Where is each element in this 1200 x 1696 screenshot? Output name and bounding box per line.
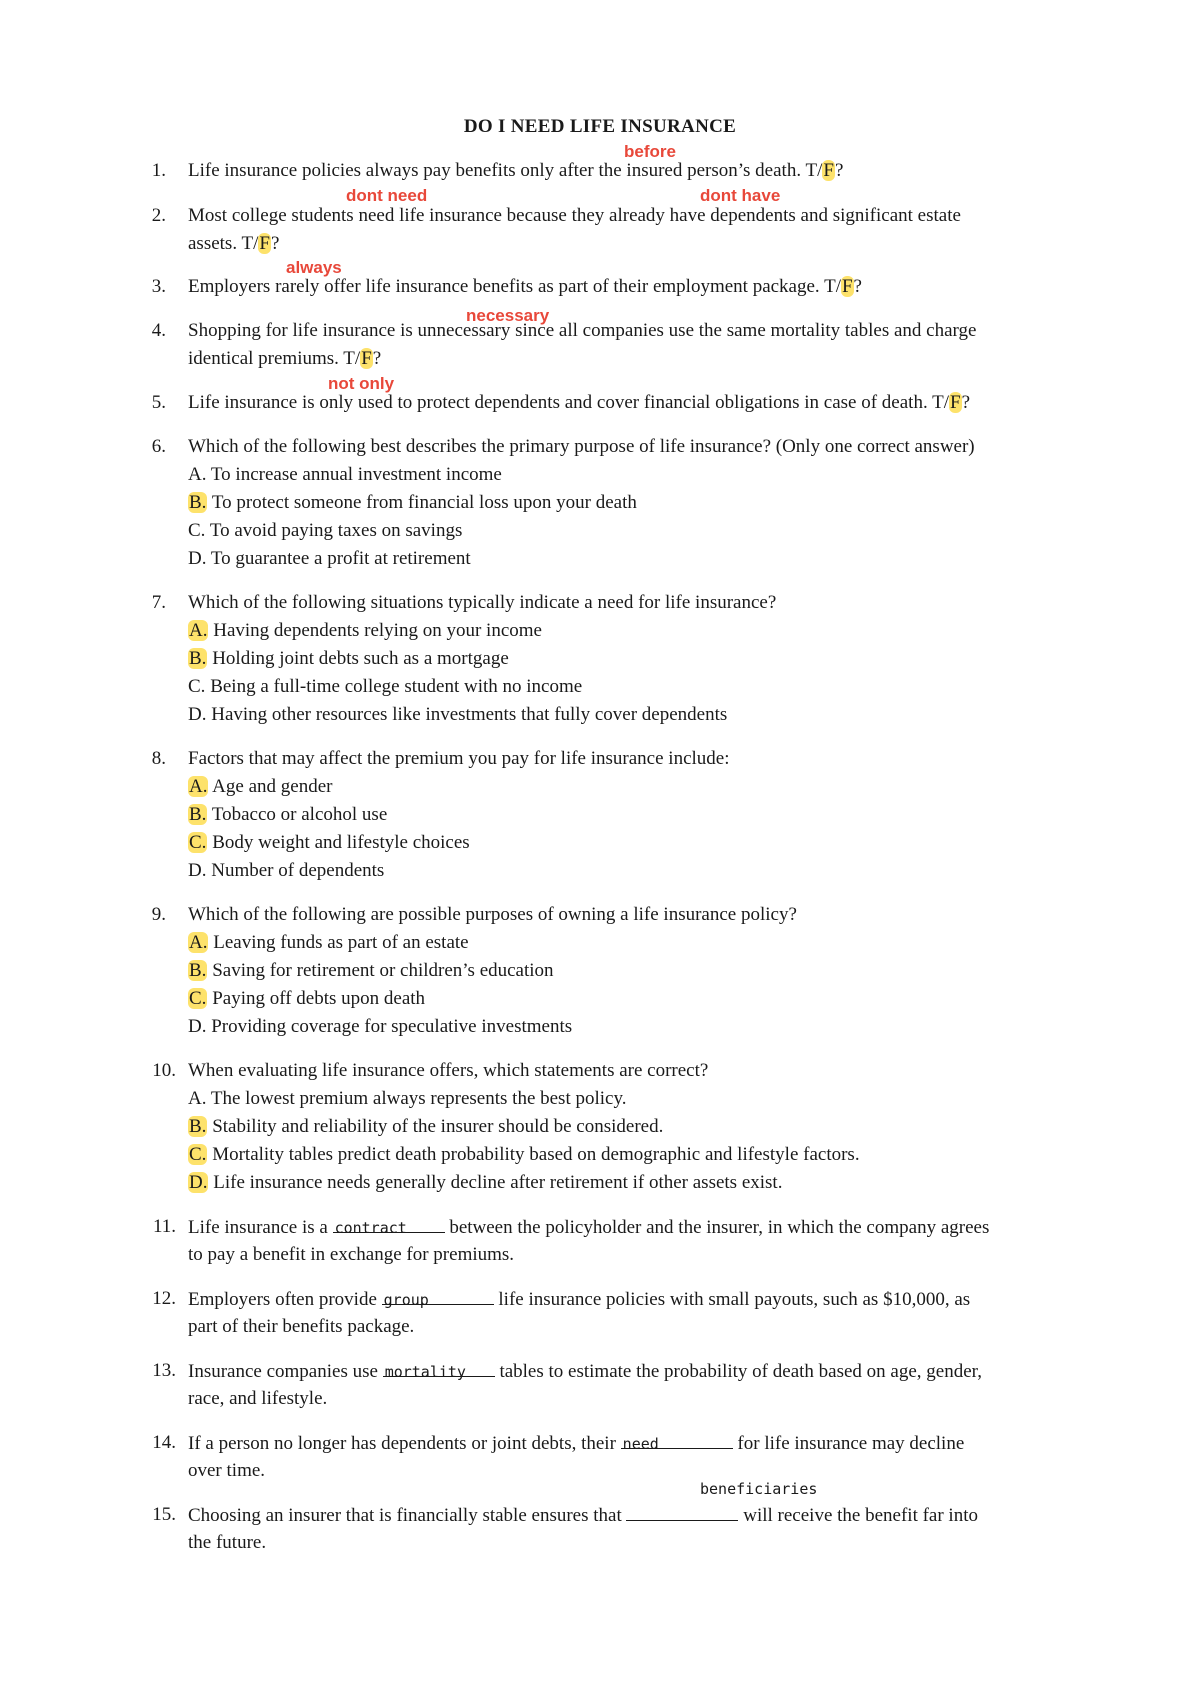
question-8: Factors that may affect the premium you pay for life insurance include:: [188, 748, 730, 769]
option-d: D. Providing coverage for speculative investments: [188, 1016, 573, 1037]
answer-highlight: B.: [189, 492, 207, 513]
question-number: 1.: [151, 160, 166, 181]
handwritten-answer: group: [383, 1291, 429, 1309]
option-d: D. Number of dependents: [188, 860, 385, 881]
answer-highlight: D.: [189, 1172, 208, 1193]
question-number: 14.: [152, 1432, 176, 1453]
option-c: C. To avoid paying taxes on savings: [188, 520, 463, 541]
annotation-q3: always: [286, 258, 342, 277]
annotation-q5: not only: [328, 374, 395, 393]
question-number: 11.: [152, 1216, 176, 1237]
answer-highlight: C.: [189, 988, 207, 1009]
question-15-line-1: Choosing an insurer that is financially stable ensures that will receive the benefit far into: [188, 1505, 978, 1526]
question-14-line-2: over time.: [188, 1460, 266, 1481]
question-number: 10.: [152, 1060, 176, 1081]
option-d: D. Having other resources like investments that fully cover dependents: [188, 704, 728, 725]
fill-in-blank: [333, 1216, 445, 1237]
fill-in-blank: [382, 1288, 494, 1309]
page-title: DO I NEED LIFE INSURANCE: [463, 116, 737, 137]
question-number: 9.: [151, 904, 166, 925]
question-4-line-2: identical premiums. T/F?: [188, 348, 382, 369]
handwritten-answer: mortality: [384, 1363, 466, 1381]
fill-in-blank: [621, 1432, 733, 1453]
question-number: 8.: [151, 748, 166, 769]
fill-in-blank: [626, 1504, 738, 1521]
option-b: B. Saving for retirement or children’s education: [189, 960, 554, 981]
option-c: C. Being a full-time college student with no income: [188, 676, 583, 697]
fill-in-blank: [383, 1360, 495, 1381]
answer-highlight: A.: [189, 776, 208, 797]
question-11-line-2: to pay a benefit in exchange for premiums.: [188, 1244, 515, 1265]
annotation-q4: necessary: [466, 306, 550, 325]
handwritten-answer: need: [622, 1435, 659, 1453]
question-number: 13.: [152, 1360, 176, 1381]
question-number: 7.: [151, 592, 166, 613]
question-14-line-1: If a person no longer has dependents or joint debts, their need for life insurance may decline: [188, 1433, 965, 1454]
question-9: Which of the following are possible purposes of owning a life insurance policy?: [188, 904, 797, 925]
answer-highlight: F: [361, 348, 372, 369]
question-15-line-2: the future.: [188, 1532, 267, 1553]
question-1: Life insurance policies always pay benefits only after the insured person’s death. T/F?: [188, 160, 844, 181]
question-2-line-1: Most college students need life insurance because they already have dependents and significant estate: [188, 205, 961, 226]
option-b: B. Holding joint debts such as a mortgage: [189, 648, 509, 669]
question-12-line-2: part of their benefits package.: [188, 1316, 415, 1337]
handwritten-answer: contract: [334, 1219, 407, 1237]
option-b: B. Stability and reliability of the insurer should be considered.: [189, 1116, 664, 1137]
annotation-q2-b: dont have: [700, 186, 781, 205]
question-6: Which of the following best describes the primary purpose of life insurance? (Only one correct answer): [188, 436, 975, 457]
answer-highlight: C.: [189, 832, 207, 853]
question-number: 5.: [151, 392, 166, 413]
answer-highlight: F: [841, 276, 853, 297]
answer-highlight: B.: [189, 960, 207, 981]
question-number: 6.: [151, 436, 166, 457]
answer-highlight: B.: [189, 804, 207, 825]
question-2-line-2: assets. T/F?: [188, 233, 280, 254]
answer-highlight: B.: [189, 1116, 207, 1137]
option-a: A. The lowest premium always represents the best policy.: [188, 1088, 627, 1109]
question-3: Employers rarely offer life insurance benefits as part of their employment package. T/F?: [188, 276, 862, 297]
answer-highlight: F: [950, 392, 961, 413]
question-number: 15.: [152, 1504, 176, 1525]
answer-highlight: A.: [189, 620, 208, 641]
option-b: B. Tobacco or alcohol use: [189, 804, 388, 825]
option-c: C. Mortality tables predict death probability based on demographic and lifestyle factors.: [189, 1144, 860, 1165]
question-5: Life insurance is only used to protect dependents and cover financial obligations in case of death. T/F?: [188, 392, 971, 413]
question-12-line-1: Employers often provide group life insurance policies with small payouts, such as $10,000, as: [188, 1289, 971, 1310]
option-a: A. Having dependents relying on your income: [189, 620, 542, 641]
question-13-line-1: Insurance companies use mortality tables to estimate the probability of death based on age, gender,: [188, 1361, 982, 1382]
option-b: B. To protect someone from financial loss upon your death: [189, 492, 637, 513]
handwritten-answer: beneficiaries: [700, 1480, 818, 1498]
answer-highlight: F: [259, 233, 270, 254]
question-number: 2.: [151, 205, 166, 226]
question-number: 3.: [151, 276, 166, 297]
option-a: A. Leaving funds as part of an estate: [189, 932, 469, 953]
annotation-q1: before: [624, 142, 676, 161]
option-d: D. Life insurance needs generally decline after retirement if other assets exist.: [189, 1172, 783, 1193]
option-d: D. To guarantee a profit at retirement: [188, 548, 471, 569]
question-11-line-1: Life insurance is a contract between the policyholder and the insurer, in which the company agrees: [188, 1217, 990, 1238]
question-number: 4.: [151, 320, 166, 341]
option-a: A. Age and gender: [189, 776, 333, 797]
question-4-line-1: Shopping for life insurance is unnecessary since all companies use the same mortality tables and charge: [188, 320, 977, 341]
answer-highlight: C.: [189, 1144, 207, 1165]
answer-highlight: B.: [189, 648, 207, 669]
answer-highlight: A.: [189, 932, 208, 953]
option-c: C. Paying off debts upon death: [189, 988, 426, 1009]
question-number: 12.: [152, 1288, 176, 1309]
question-13-line-2: race, and lifestyle.: [188, 1388, 328, 1409]
answer-highlight: F: [823, 160, 834, 181]
annotation-q2-a: dont need: [346, 186, 428, 205]
question-7: Which of the following situations typically indicate a need for life insurance?: [188, 592, 777, 613]
option-c: C. Body weight and lifestyle choices: [189, 832, 470, 853]
option-a: A. To increase annual investment income: [188, 464, 502, 485]
question-10: When evaluating life insurance offers, which statements are correct?: [188, 1060, 709, 1081]
